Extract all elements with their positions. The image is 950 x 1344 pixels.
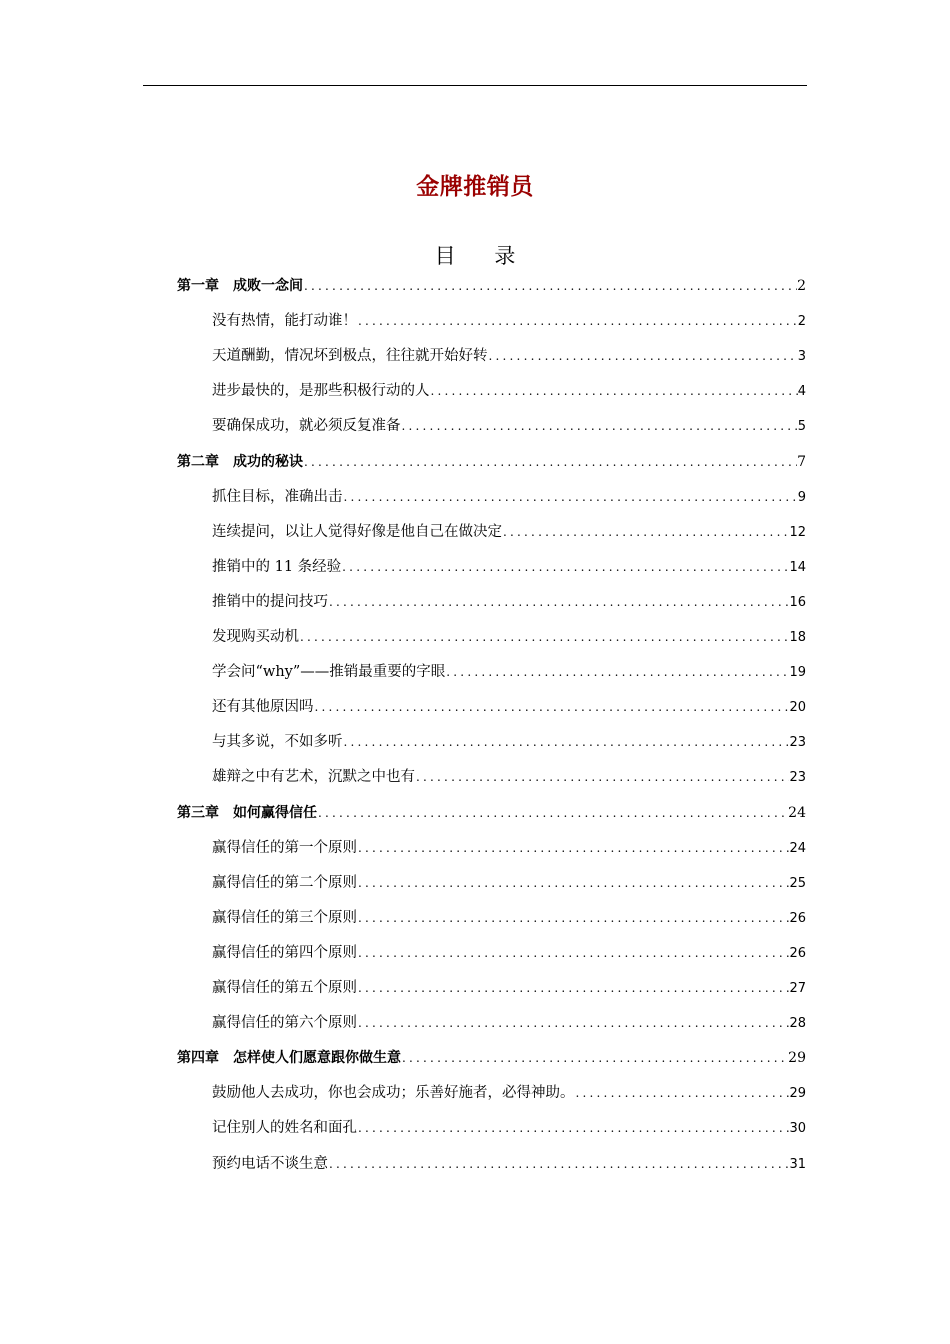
toc-section-entry[interactable] [212, 726, 806, 758]
toc-section-entry[interactable] [212, 937, 806, 969]
toc-section-entry[interactable] [212, 832, 806, 864]
document-title: 金牌推销员 [416, 174, 534, 200]
toc-entry-label: 第一章 成败一念间 [177, 278, 303, 294]
toc-entry-label: 赢得信任的第三个原则 [212, 909, 357, 926]
toc-dot-leader [303, 270, 797, 302]
toc-dot-leader [430, 375, 798, 407]
toc-entry-label: 赢得信任的第二个原则 [212, 874, 357, 891]
toc-dot-leader [341, 551, 789, 583]
toc-dot-leader [317, 797, 788, 829]
toc-page-number: 7 [797, 453, 806, 470]
toc-dot-leader [415, 761, 789, 793]
toc-entry-label: 发现购买动机 [212, 629, 299, 645]
toc-section-entry[interactable] [212, 551, 806, 583]
toc-entry-label: 赢得信任的第一个原则 [212, 839, 357, 856]
toc-page-number: 24 [789, 840, 806, 856]
toc-section-entry[interactable] [212, 1112, 806, 1144]
toc-section-entry[interactable] [212, 691, 806, 723]
toc-page-number: 25 [789, 875, 806, 891]
toc-dot-leader [328, 1148, 789, 1180]
toc-entry-label: 还有其他原因吗 [212, 699, 314, 716]
toc-entry-label: 第二章 成功的秘诀 [177, 453, 303, 470]
toc-page-number: 23 [789, 735, 806, 751]
toc-page-number: 20 [789, 700, 806, 716]
toc-page-number: 23 [789, 770, 806, 786]
toc-section-entry[interactable] [212, 761, 806, 793]
toc-page-number: 27 [789, 981, 806, 996]
toc-dot-leader [502, 516, 789, 548]
toc-dot-leader [303, 446, 797, 478]
toc-page-number: 24 [788, 804, 806, 821]
toc-entry-label: 天道酬勤，情况坏到极点，往往就开始好转 [212, 348, 488, 365]
toc-section-entry[interactable] [212, 481, 806, 513]
toc-entry-label: 雄辩之中有艺术，沉默之中也有 [212, 769, 415, 786]
toc-entry-label: 学会问“why”——推销最重要的字眼 [212, 664, 446, 681]
toc-section-entry[interactable] [212, 902, 806, 934]
toc-dot-leader [488, 340, 798, 372]
toc-section-entry[interactable] [212, 972, 806, 1004]
toc-page-number: 16 [789, 594, 806, 610]
toc-entry-label: 第三章 如何赢得信任 [177, 804, 317, 821]
toc-dot-leader [328, 586, 789, 618]
toc-entry-label: 要确保成功，就必须反复准备 [212, 418, 401, 435]
toc-page-number: 12 [789, 524, 806, 540]
toc-dot-leader [343, 726, 790, 758]
toc-dot-leader [343, 481, 798, 513]
toc-page-number: 3 [797, 349, 806, 365]
toc-section-entry[interactable] [212, 867, 806, 899]
toc-dot-leader [445, 656, 789, 688]
toc-page-number: 26 [789, 945, 806, 961]
toc-entry-label: 预约电话不谈生意 [212, 1155, 328, 1172]
toc-entry-label: 推销中的 11 条经验 [212, 558, 342, 575]
toc-entry-label: 进步最快的，是那些积极行动的人 [212, 383, 430, 400]
toc-dot-leader [357, 902, 789, 934]
toc-dot-leader [314, 691, 790, 723]
toc-section-entry[interactable] [212, 516, 806, 548]
toc-dot-leader [357, 972, 789, 1004]
toc-page-number: 2 [797, 278, 806, 294]
toc-entry-label: 赢得信任的第四个原则 [212, 944, 357, 961]
toc-page-number: 28 [789, 1016, 806, 1032]
toc-page-number: 9 [797, 489, 806, 505]
toc-dot-leader [357, 832, 789, 864]
toc-dot-leader [357, 305, 798, 337]
toc-page-number: 4 [797, 384, 806, 400]
toc-entry-label: 推销中的提问技巧 [212, 593, 328, 610]
toc-section-entry[interactable] [212, 1148, 806, 1180]
toc-chapter-entry[interactable] [177, 270, 806, 302]
toc-page-number: 29 [788, 1050, 806, 1067]
toc-section-entry[interactable] [212, 656, 806, 688]
toc-dot-leader [357, 867, 789, 899]
toc-entry-label: 赢得信任的第五个原则 [212, 980, 357, 996]
toc-page-number: 30 [789, 1121, 806, 1137]
header-rule [143, 85, 807, 86]
toc-dot-leader [357, 1007, 789, 1039]
toc-entry-label: 赢得信任的第六个原则 [212, 1015, 357, 1032]
toc-page-number: 29 [789, 1086, 806, 1102]
toc-section-entry[interactable] [212, 1007, 806, 1039]
toc-section-entry[interactable] [212, 1077, 806, 1109]
toc-chapter-entry[interactable] [177, 797, 806, 829]
toc-dot-leader [357, 1112, 789, 1144]
toc-section-entry[interactable] [212, 305, 806, 337]
toc-section-entry[interactable] [212, 410, 806, 442]
toc-entry-label: 连续提问，以让人觉得好像是他自己在做决定 [212, 523, 502, 540]
toc-chapter-entry[interactable] [177, 1042, 806, 1074]
toc-entry-label: 没有热情，能打动谁！ [212, 313, 357, 330]
toc-entry-label: 记住别人的姓名和面孔 [212, 1120, 357, 1137]
toc-entry-label: 第四章 怎样使人们愿意跟你做生意 [177, 1050, 401, 1067]
toc-section-entry[interactable] [212, 375, 806, 407]
toc-dot-leader [299, 621, 789, 653]
toc-entry-label: 抓住目标，准确出击 [212, 488, 343, 505]
toc-dot-leader [401, 410, 798, 442]
toc-page-number: 19 [789, 665, 806, 681]
toc-section-entry[interactable] [212, 586, 806, 618]
toc-entry-label: 鼓励他人去成功，你也会成功；乐善好施者，必得神助。 [212, 1085, 575, 1102]
toc-section-entry[interactable] [212, 340, 806, 372]
toc-page-number: 2 [797, 314, 806, 330]
toc-heading: 目 录 [434, 244, 516, 268]
toc-page-number: 31 [789, 1156, 806, 1172]
toc-page-number: 14 [789, 559, 806, 575]
toc-entry-label: 与其多说，不如多听 [212, 734, 343, 751]
toc-dot-leader [575, 1077, 790, 1109]
toc-dot-leader [401, 1042, 788, 1074]
toc-chapter-entry[interactable] [177, 446, 806, 478]
toc-page-number: 5 [797, 419, 806, 435]
toc-page-number: 26 [789, 910, 806, 926]
toc-dot-leader [357, 937, 789, 969]
toc-page-number: 18 [789, 630, 806, 645]
toc-section-entry[interactable] [212, 621, 806, 653]
